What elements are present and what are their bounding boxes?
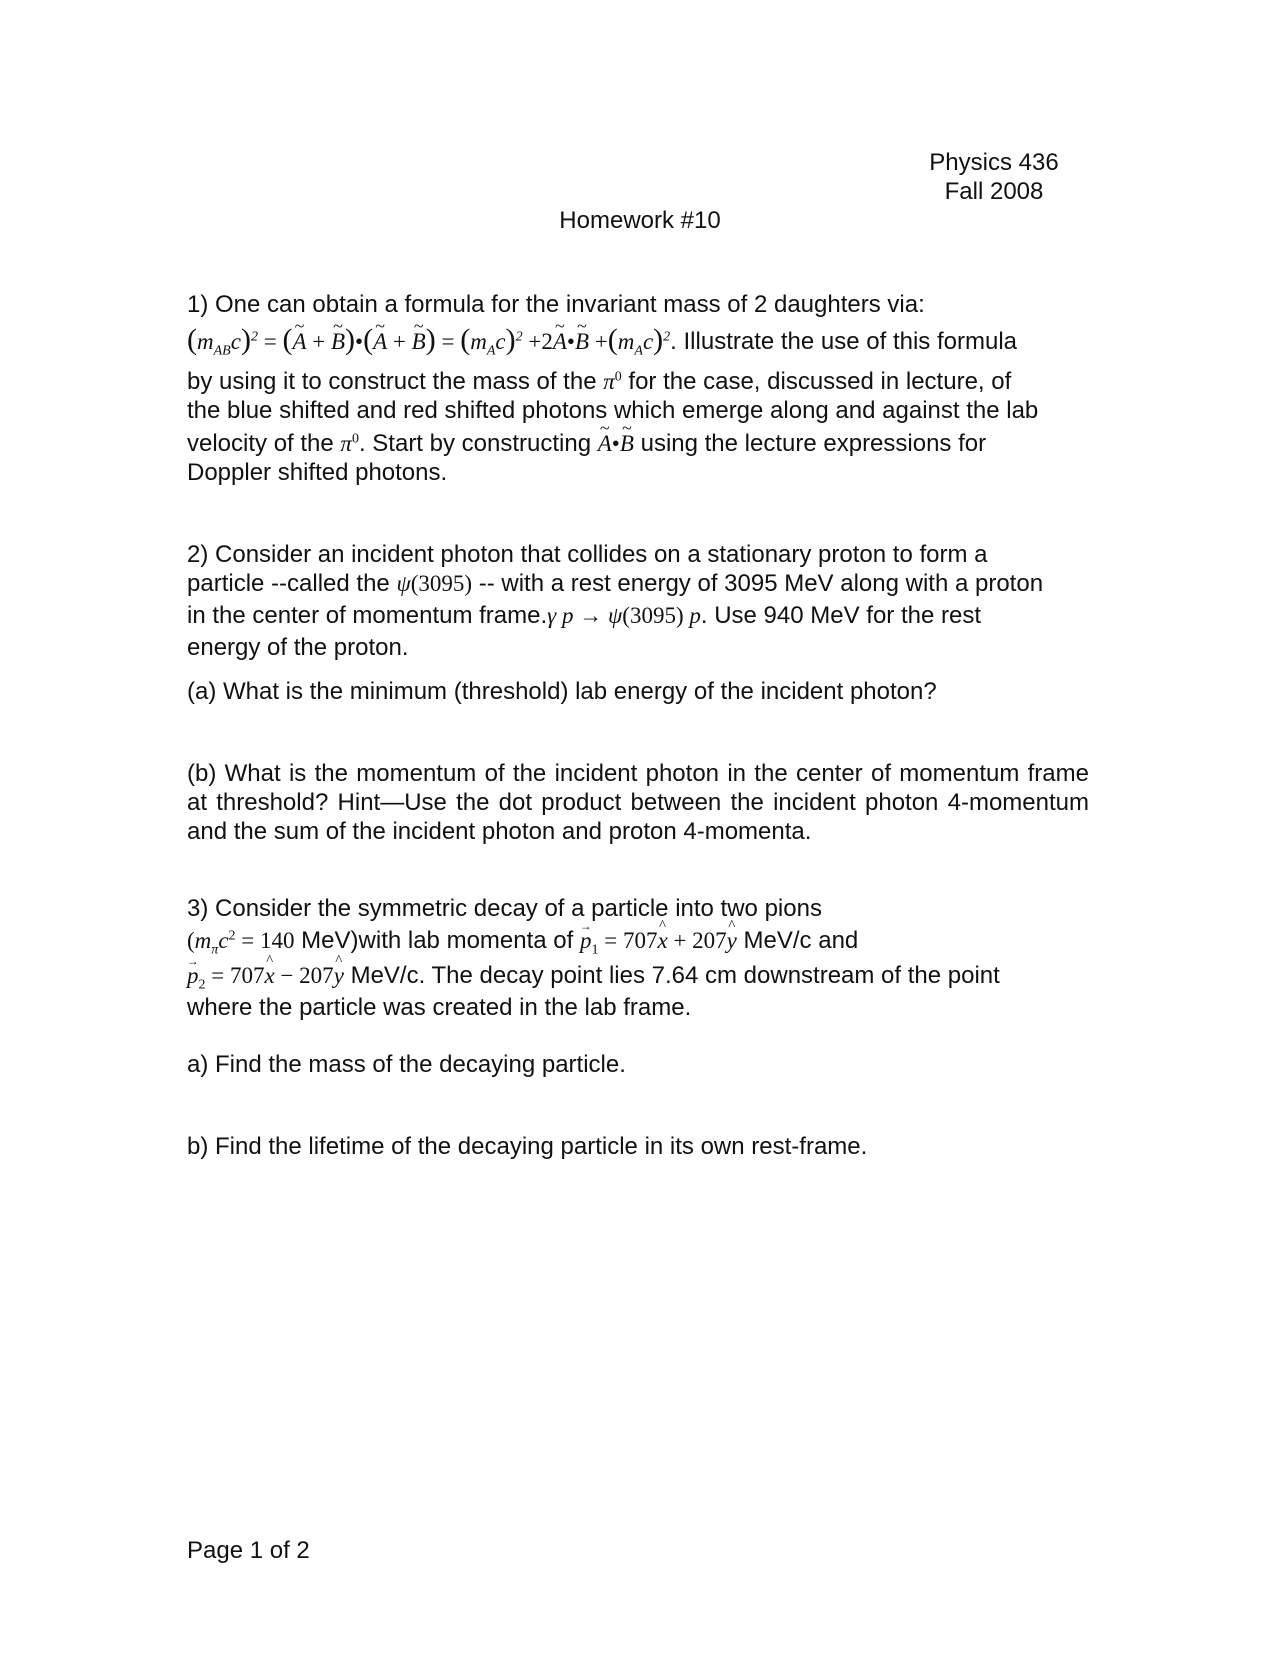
course-term: Fall 2008 [944,178,1044,205]
problem-1-equation-line [187,325,1087,359]
problem-1-line-4: the blue shifted and red shifted photons which emerge along and against the lab [187,397,1039,424]
pi0-symbol: $\pi^0$ [340,431,359,456]
text-fragment: -- with a rest energy of 3095 MeV along with a proton [472,570,1044,597]
problem-3a: a) Find the mass of the decaying particle. [187,1051,626,1078]
text-fragment: using the lecture expressions for [633,430,987,457]
pi0-symbol: $\pi^0$ [603,369,622,394]
text-fragment: in the center of momentum frame. [187,602,548,629]
problem-1 [187,290,1087,487]
page-number: Page 1 of 2 [187,1537,310,1564]
invariant-mass-equation: $(m_{AB}c)^2$ = (~ A + ~ B)•(~ A + ~ $B) = (m_Ac)^2$ +2~ A•~ $B +(m_Ac)^2$ [187,329,670,354]
pion-mass-expression: ($m_\pi c^2 = 140$ [187,928,295,958]
problem-3-line-3 [187,961,1087,993]
text-fragment: by using it to construct the mass of the [187,368,604,395]
text-fragment: particle --called the [187,570,397,597]
problem-2-line-4: energy of the proton. [187,634,409,661]
text-fragment: . Use 940 MeV for the rest [700,602,981,629]
problem-3b: b) Find the lifetime of the decaying particle in its own rest-frame. [187,1133,868,1160]
problem-2-line-3 [187,601,1087,630]
problem-3-line-4: where the particle was created in the lab frame. [187,994,692,1021]
text-fragment: for the case, discussed in lecture, of [621,368,1012,395]
text-fragment: MeV/c and [736,927,859,954]
momentum-p2-expression: → $p_2$ = 707^ x − 207^ y [187,963,344,988]
text-fragment: MeV) [294,927,359,954]
problem-2-line-1: 2) Consider an incident photon that collides on a stationary proton to form a [187,541,988,568]
momentum-p1-expression: → $p_1$ = 707^ x + 207^ y [580,928,737,953]
problem-3 [187,894,1087,1022]
problem-1-intro: 1) One can obtain a formula for the invariant mass of 2 daughters via: [187,291,925,318]
course-name: Physics 436 [929,149,1059,176]
text-fragment: with lab momenta of [358,927,580,954]
dot-product-symbol: ~ A•~ B [598,431,634,456]
problem-2b: (b) What is the momentum of the incident photon in the center of momentum frame at threshold? Hint—Use the dot product between the incident photon 4-momentum and the sum of the incident photon and proton 4-momenta. [187,760,1089,845]
problem-1-eq-tail: . Illustrate the use of this formula [670,328,1017,355]
problem-3-line-1: 3) Consider the symmetric decay of a particle into two pions [187,895,822,922]
text-fragment: . The decay point lies 7.64 cm downstream of the point [418,962,1000,989]
problem-2 [187,540,1087,662]
problem-3-line-2 [187,926,1087,958]
psi-particle-symbol: ψ(3095) [396,571,473,596]
text-fragment: velocity of the [187,430,341,457]
problem-1-line-3 [187,367,1087,396]
text-fragment: . Start by constructing [358,430,598,457]
text-fragment: MeV/c [343,962,419,989]
problem-1-line-6: Doppler shifted photons. [187,459,448,486]
course-header [900,148,1088,206]
page-title: Homework #10 [559,207,721,234]
problem-2-line-2 [187,569,1087,598]
problem-2a: (a) What is the minimum (threshold) lab energy of the incident photon? [187,678,937,705]
problem-1-line-5 [187,429,1087,458]
reaction-equation: γ p → ψ(3095) p [547,603,701,628]
